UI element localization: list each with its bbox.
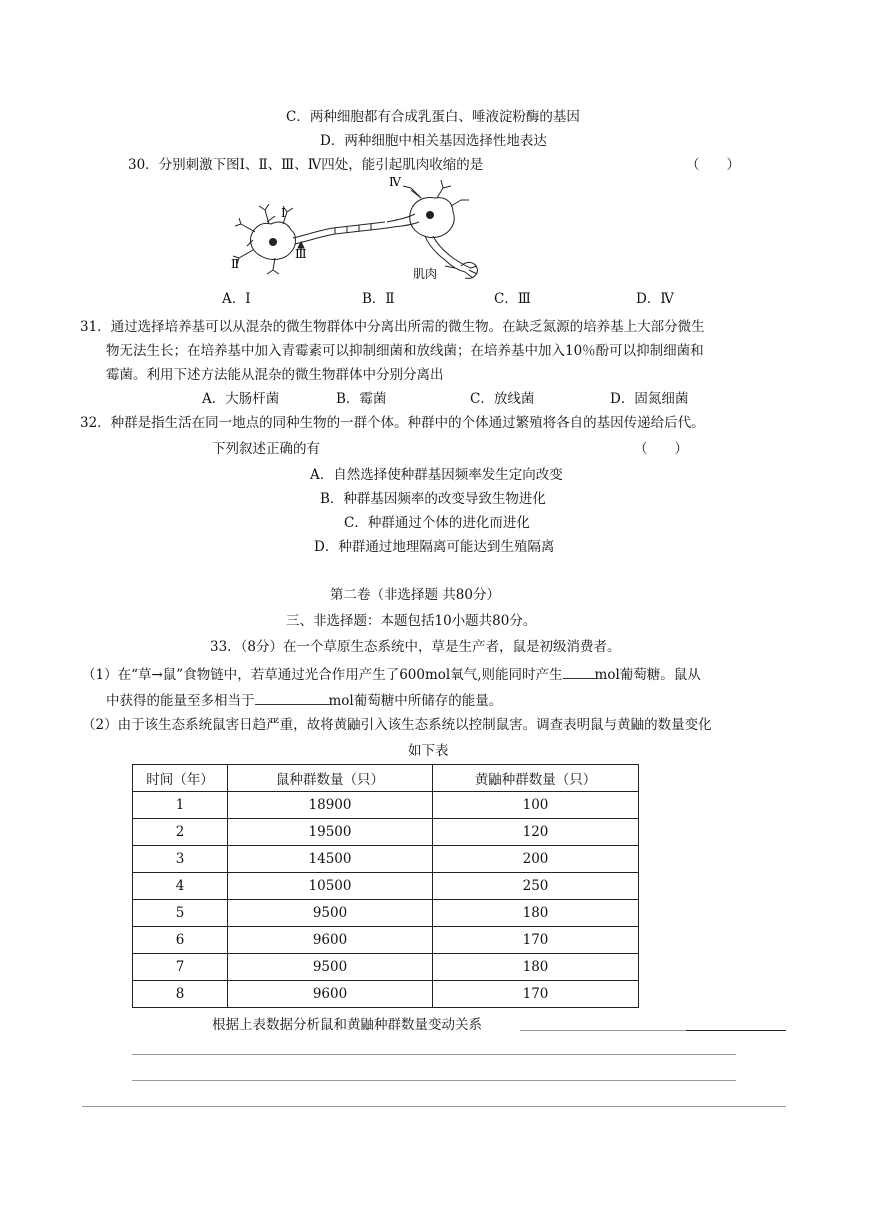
q33-analysis-prompt: 根据上表数据分析鼠和黄鼬种群数量变动关系: [212, 1017, 482, 1033]
q32-stem-line1: 32．种群是指生活在同一地点的同种生物的一群个体。种群中的个体通过繁殖将各自的基因传递给后代。: [80, 415, 705, 431]
q30-stem: 30．分别刺激下图Ⅰ、Ⅱ、Ⅲ、Ⅳ四处，能引起肌肉收缩的是: [128, 157, 484, 173]
q31-stem-line3: 霉菌。利用下述方法能从混杂的微生物群体中分别分离出: [106, 367, 444, 383]
q33-part1-line1: [82, 664, 701, 684]
cell-mouse: 10500: [228, 873, 433, 900]
muscle-label: 肌肉: [413, 267, 438, 281]
cell-mouse: 9600: [228, 927, 433, 954]
stimulus-point-i: Ⅰ: [281, 206, 286, 220]
answer-line[interactable]: [520, 1030, 686, 1031]
answer-line[interactable]: [132, 1054, 736, 1055]
col-header-mouse: 鼠种群数量（只）: [228, 765, 433, 792]
q29-option-c: C．两种细胞都有合成乳蛋白、唾液淀粉酶的基因: [286, 109, 580, 125]
q33-part1-text-a: （1）在“草→鼠”食物链中，若草通过光合作用产生了600mol氧气,则能同时产生: [82, 667, 563, 683]
section-heading: 三、非选择题：本题包括10小题共80分。: [286, 613, 537, 629]
cell-mouse: 19500: [228, 819, 433, 846]
q31-option-b: B．霉菌: [336, 391, 387, 407]
cell-weasel: 120: [433, 819, 639, 846]
q33-part1-text-d: mol葡萄糖中所储存的能量。: [328, 693, 503, 709]
cell-year: 6: [133, 927, 228, 954]
answer-line[interactable]: [132, 1080, 736, 1081]
neuron-left: [233, 204, 419, 274]
q33-part1-line2: [106, 690, 502, 710]
q31-option-a: A．大肠杆菌: [202, 391, 280, 407]
q32-stem-line2: 下列叙述正确的有: [212, 441, 320, 457]
table-row: [133, 846, 639, 873]
cell-mouse: 9500: [228, 954, 433, 981]
neuron-diagram: [225, 170, 485, 290]
cell-year: 4: [133, 873, 228, 900]
q32-option-a: A．自然选择使种群基因频率发生定向改变: [310, 467, 563, 483]
table-row: [133, 954, 639, 981]
cell-year: 8: [133, 981, 228, 1008]
q29-option-d: D．两种细胞中相关基因选择性地表达: [320, 133, 547, 149]
cell-mouse: 9500: [228, 900, 433, 927]
cell-mouse: 18900: [228, 792, 433, 819]
q33-part2-line1: （2）由于该生态系统鼠害日趋严重，故将黄鼬引入该生态系统以控制鼠害。调查表明鼠与黄鼬的数量变化: [82, 717, 712, 733]
q32-option-c: C．种群通过个体的进化而进化: [344, 515, 530, 531]
cell-weasel: 180: [433, 954, 639, 981]
answer-blank-energy[interactable]: [255, 690, 329, 705]
neuron-right: [403, 180, 477, 278]
stimulus-point-iv: Ⅳ: [389, 175, 401, 189]
q33-part2-line2: 如下表: [408, 743, 449, 759]
q32-option-b: B．种群基因频率的改变导致生物进化: [320, 491, 546, 507]
q31-stem-line2: 物无法生长；在培养基中加入青霉素可以抑制细菌和放线菌；在培养基中加入10％酚可以抑制细菌和: [106, 343, 704, 359]
cell-weasel: 180: [433, 900, 639, 927]
cell-weasel: 200: [433, 846, 639, 873]
cell-weasel: 170: [433, 981, 639, 1008]
q30-answer-paren: （ ）: [686, 157, 740, 173]
table-row: [133, 819, 639, 846]
cell-weasel: 250: [433, 873, 639, 900]
q30-option-d: D．Ⅳ: [636, 291, 674, 307]
q30-option-a: A．Ⅰ: [222, 291, 251, 307]
q31-stem-line1: 31．通过选择培养基可以从混杂的微生物群体中分离出所需的微生物。在缺乏氮源的培养基上大部分微生: [80, 319, 705, 335]
q32-answer-paren: （ ）: [634, 441, 688, 457]
q31-option-c: C．放线菌: [470, 391, 535, 407]
q31-option-d: D．固氮细菌: [610, 391, 689, 407]
cell-year: 2: [133, 819, 228, 846]
table-row: [133, 792, 639, 819]
table-row: [133, 873, 639, 900]
cell-year: 7: [133, 954, 228, 981]
cell-mouse: 9600: [228, 981, 433, 1008]
q33-stem: 33．（8分）在一个草原生态系统中，草是生产者，鼠是初级消费者。: [210, 639, 621, 655]
table-row: [133, 900, 639, 927]
cell-weasel: 100: [433, 792, 639, 819]
cell-mouse: 14500: [228, 846, 433, 873]
table-header-row: [133, 765, 639, 792]
cell-year: 3: [133, 846, 228, 873]
neuron-right-nucleus: [426, 211, 434, 219]
q30-option-b: B．Ⅱ: [362, 291, 395, 307]
population-table: [132, 764, 639, 1008]
part2-title: 第二卷（非选择题 共80分）: [330, 587, 500, 603]
col-header-weasel: 黄鼬种群数量（只）: [433, 765, 639, 792]
cell-year: 5: [133, 900, 228, 927]
cell-weasel: 170: [433, 927, 639, 954]
stimulus-point-iii: Ⅲ: [295, 247, 307, 261]
answer-blank-glucose[interactable]: [563, 664, 595, 679]
neuron-left-nucleus: [269, 238, 277, 246]
cell-year: 1: [133, 792, 228, 819]
answer-line[interactable]: [82, 1106, 786, 1107]
stimulus-point-ii: Ⅱ: [231, 257, 240, 271]
q33-part1-text-b: mol葡萄糖。鼠从: [594, 667, 701, 683]
q30-option-c: C．Ⅲ: [494, 291, 531, 307]
answer-line[interactable]: [686, 1030, 786, 1031]
q33-part1-text-c: 中获得的能量至多相当于: [106, 693, 255, 709]
col-header-year: 时间（年）: [133, 765, 228, 792]
q32-option-d: D．种群通过地理隔离可能达到生殖隔离: [314, 539, 555, 555]
table-row: [133, 981, 639, 1008]
table-row: [133, 927, 639, 954]
